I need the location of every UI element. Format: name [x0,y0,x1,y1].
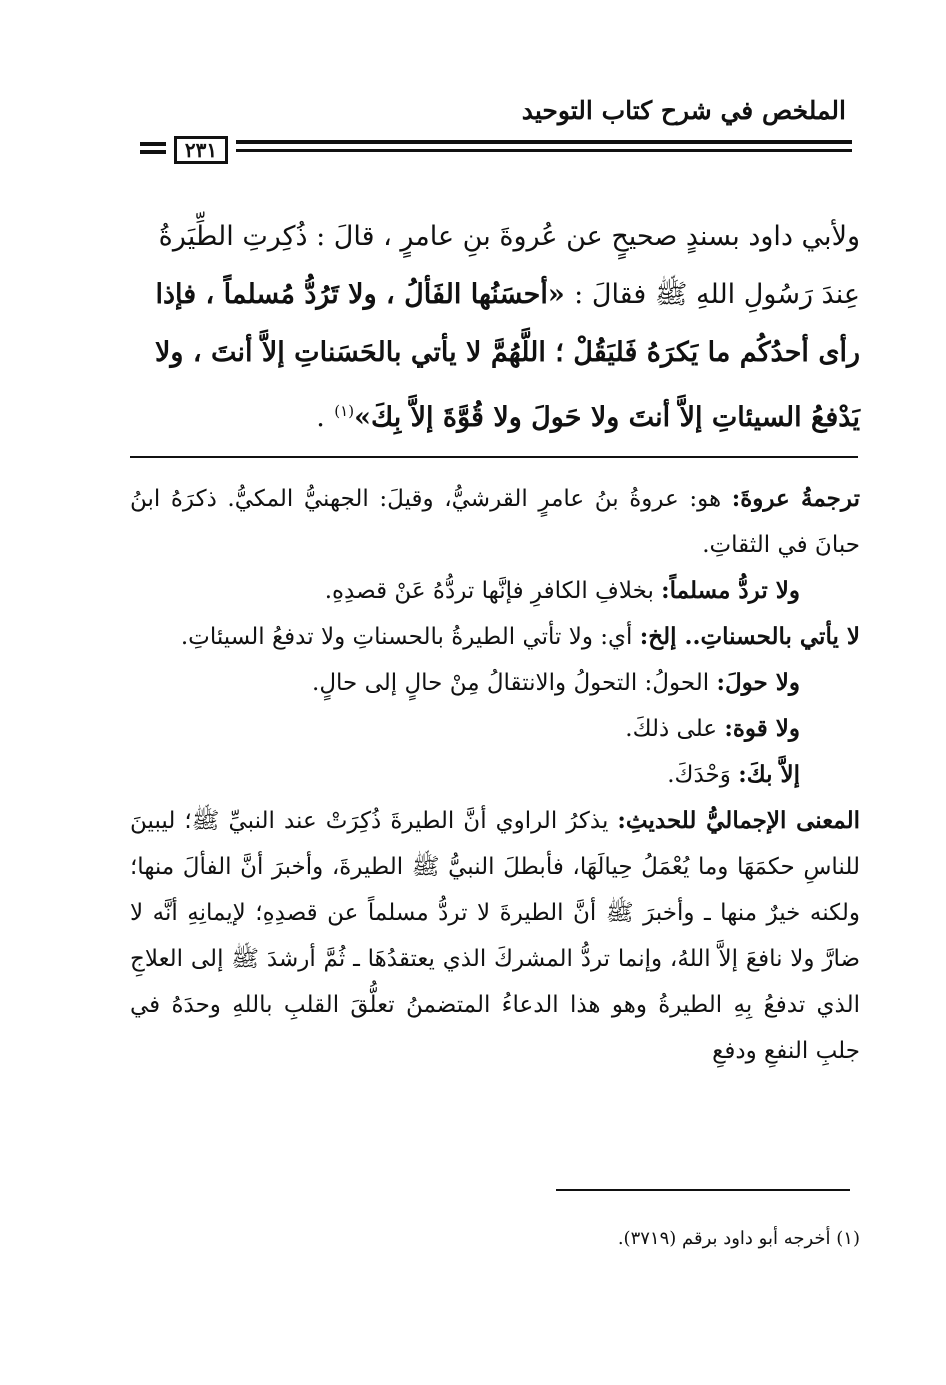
definition: على ذلكَ. [625,716,725,742]
explanation-block [130,476,860,1074]
hadith-text-block [130,208,860,447]
definition: أي: ولا تأتي الطيرةُ بالحسناتِ ولا تدفعُ السيئاتِ. [180,624,640,650]
term: لا يأتي بالحسناتِ.. إلخ: [639,623,860,650]
hadith-intro: ولأبي داود بسندٍ صحيحٍ عن عُروةَ بنِ عامرٍ ، قالَ : ذُكِرتِ الطِّيَرةُ عِندَ رَسُولِ اللهِ ﷺ فقالَ : [158,221,860,310]
header-rule-right-bottom [236,149,852,152]
explanation-paragraph [130,660,860,706]
definition: الحولُ: التحولُ والانتقالُ مِنْ حالٍ إلى حالٍ. [312,670,717,696]
page-number: ٢٣١ [174,136,228,164]
footnote-ref: (١) [334,402,355,420]
term: ولا حولَ: [716,669,800,696]
explanation-paragraph [130,568,860,614]
footnote: (١) أخرجه أبو داود برقم (٣٧١٩). [617,1228,860,1249]
term: ولا تردُّ مسلماً: [661,577,800,604]
hadith-end: . [316,402,325,433]
section-divider [130,456,858,458]
running-title: الملخص في شرح كتاب التوحيد [521,96,846,125]
term: ولا قوة: [724,715,800,742]
footnote-rule [556,1189,850,1191]
term: ترجمةُ عروةَ: [731,485,860,512]
explanation-paragraph [130,476,860,568]
header-rule-right-top [236,140,852,144]
definition: وَحْدَكَ. [667,762,739,788]
definition: هو: عروةُ بنُ عامرٍ القرشيُّ، وقيلَ: الجهنيُّ المكيُّ. ذكرَهُ ابنُ حبانَ في الثقاتِ. [130,486,860,558]
header-rule-left-top [140,142,166,146]
explanation-paragraph [130,706,860,752]
explanation-paragraph [130,614,860,660]
hadith-quote: «أحسَنُها الفَألُ ، ولا تَرُدُّ مُسلماً ، فإذا رأى أحدُكُم ما يَكرَهُ فَليَقُلْ ؛ اللَّهُمَّ لا يأتي بالحَسَناتِ إلاَّ أنتَ ، ولا يَدْفعُ السيئاتِ إلاَّ أنتَ ولا حَولَ ولا قُوَّةَ إلاَّ بِكَ» [155,279,860,433]
definition: يذكرُ الراوي أنَّ الطيرةَ ذُكِرَتْ عند النبيِّ ﷺ؛ ليبينَ للناسِ حكمَهَا وما يُعْمَلُ حِيالَهَا، فأبطلَ النبيُّ ﷺ الطيرةَ، وأخبرَ أنَّ الفألَ منها؛ ولكنه خيرٌ منها ـ وأخبرَ ﷺ أنَّ الطيرةَ لا تردُّ مسلماً عن قصدِهِ؛ لإيمانِهِ أنَّه لا ضارَّ ولا نافعَ إلاَّ اللهُ، وإنما تردُّ المشركَ الذي يعتقدُهَا ـ ثُمَّ أرشدَ ﷺ إلى العلاجِ الذي تدفعُ بِهِ الطيرةُ وهو هذا الدعاءُ المتضمنُ تعلُّقَ القلبِ باللهِ وحدَهُ في جلبِ النفعِ ودفعِ [130,808,860,1064]
header-rule-left-bottom [140,150,166,154]
definition: بخلافِ الكافرِ فإنَّها تردُّهُ عَنْ قصدِهِ. [324,578,662,604]
term: المعنى الإجماليُّ للحديثِ: [617,807,860,834]
explanation-paragraph [130,798,860,1074]
term: إلاَّ بكَ: [738,761,800,788]
explanation-paragraph [130,752,860,798]
